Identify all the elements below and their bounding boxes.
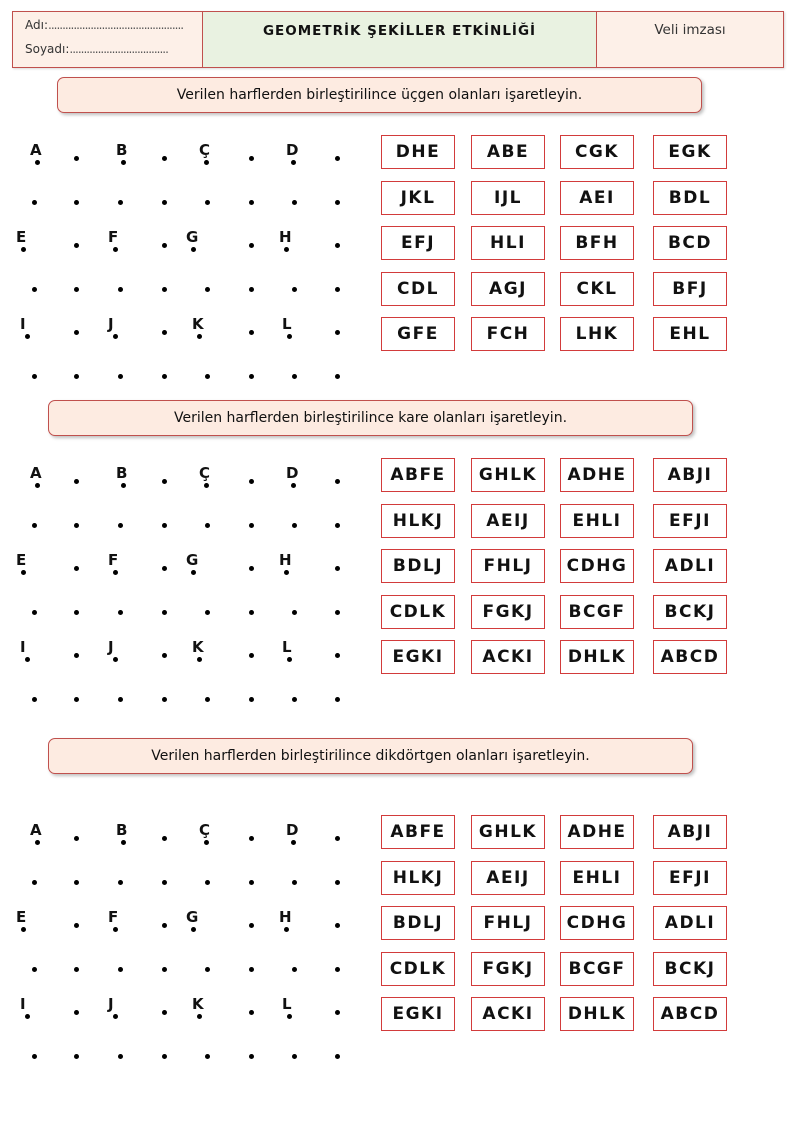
grid-dot bbox=[74, 697, 79, 702]
answer-option-box[interactable]: EHLI bbox=[560, 504, 634, 538]
grid-point-label: J bbox=[108, 995, 114, 1013]
grid-dot bbox=[335, 1010, 340, 1015]
grid-point-label: H bbox=[279, 908, 292, 926]
answer-option-box[interactable]: GHLK bbox=[471, 458, 545, 492]
grid-dot bbox=[74, 1010, 79, 1015]
grid-dot bbox=[162, 200, 167, 205]
answer-option-box[interactable]: ABFE bbox=[381, 458, 455, 492]
answer-option-box[interactable]: BFH bbox=[560, 226, 634, 260]
grid-dot bbox=[249, 1054, 254, 1059]
grid-dot bbox=[191, 570, 196, 575]
grid-point-label: A bbox=[30, 821, 42, 839]
instruction-text: Verilen harflerden birleştirilince üçgen olanları işaretleyin. bbox=[176, 87, 583, 103]
grid-dot bbox=[74, 923, 79, 928]
answer-option-box[interactable]: EHL bbox=[653, 317, 727, 351]
grid-point-label: D bbox=[286, 821, 299, 839]
grid-point-label: B bbox=[116, 141, 128, 159]
grid-dot bbox=[74, 479, 79, 484]
grid-dot bbox=[292, 287, 297, 292]
answer-option-box[interactable]: EGK bbox=[653, 135, 727, 169]
answer-option-box[interactable]: EFJ bbox=[381, 226, 455, 260]
grid-dot bbox=[21, 570, 26, 575]
answer-option-box[interactable]: AGJ bbox=[471, 272, 545, 306]
grid-dot bbox=[284, 570, 289, 575]
grid-dot bbox=[162, 653, 167, 658]
grid-dot bbox=[204, 840, 209, 845]
surname-line[interactable] bbox=[25, 42, 168, 56]
grid-dot bbox=[291, 483, 296, 488]
grid-dot bbox=[292, 967, 297, 972]
answer-option-box[interactable]: ABJI bbox=[653, 458, 727, 492]
grid-dot bbox=[113, 570, 118, 575]
grid-dot bbox=[249, 610, 254, 615]
grid-point-label: E bbox=[16, 908, 27, 926]
answer-option-box[interactable]: EFJI bbox=[653, 504, 727, 538]
grid-dot bbox=[335, 653, 340, 658]
answer-option-box[interactable]: BCGF bbox=[560, 952, 634, 986]
grid-point-label: Ç bbox=[199, 821, 211, 839]
grid-dot bbox=[113, 247, 118, 252]
answer-option-box[interactable]: ABE bbox=[471, 135, 545, 169]
grid-dot bbox=[74, 1054, 79, 1059]
grid-dot bbox=[335, 880, 340, 885]
grid-dot bbox=[335, 610, 340, 615]
answer-option-box[interactable]: FGKJ bbox=[471, 952, 545, 986]
answer-option-box[interactable]: FCH bbox=[471, 317, 545, 351]
grid-dot bbox=[335, 1054, 340, 1059]
grid-point-label: A bbox=[30, 141, 42, 159]
grid-dot bbox=[162, 697, 167, 702]
grid-dot bbox=[205, 610, 210, 615]
worksheet-header bbox=[12, 11, 784, 68]
grid-dot bbox=[205, 697, 210, 702]
grid-point-label: G bbox=[186, 908, 199, 926]
grid-dot bbox=[292, 200, 297, 205]
grid-dot bbox=[118, 374, 123, 379]
answer-option-box[interactable]: ABCD bbox=[653, 997, 727, 1031]
grid-point-label: Ç bbox=[199, 141, 211, 159]
grid-dot bbox=[335, 967, 340, 972]
title-cell bbox=[203, 12, 597, 67]
grid-point-label: Ç bbox=[199, 464, 211, 482]
grid-dot bbox=[118, 287, 123, 292]
parent-signature-label: Veli imzası bbox=[654, 22, 726, 38]
grid-dot bbox=[335, 566, 340, 571]
grid-dot bbox=[74, 243, 79, 248]
grid-point-label: K bbox=[192, 315, 204, 333]
grid-dot bbox=[335, 479, 340, 484]
grid-dot bbox=[249, 880, 254, 885]
grid-dot bbox=[205, 200, 210, 205]
grid-dot bbox=[287, 1014, 292, 1019]
grid-dot bbox=[32, 697, 37, 702]
grid-dot bbox=[335, 156, 340, 161]
instruction-text: Verilen harflerden birleştirilince dikdörtgen olanları işaretleyin. bbox=[151, 748, 590, 764]
grid-dot bbox=[249, 836, 254, 841]
answer-option-box[interactable]: IJL bbox=[471, 181, 545, 215]
answer-option-box[interactable]: HLKJ bbox=[381, 861, 455, 895]
answer-option-box[interactable]: HLKJ bbox=[381, 504, 455, 538]
grid-point-label: H bbox=[279, 551, 292, 569]
grid-dot bbox=[32, 967, 37, 972]
grid-dot bbox=[162, 566, 167, 571]
grid-dot bbox=[118, 610, 123, 615]
grid-point-label: G bbox=[186, 228, 199, 246]
answer-option-box[interactable]: ADHE bbox=[560, 458, 634, 492]
grid-dot bbox=[118, 523, 123, 528]
grid-point-label: E bbox=[16, 228, 27, 246]
grid-dot bbox=[25, 657, 30, 662]
grid-dot bbox=[291, 840, 296, 845]
grid-dot bbox=[335, 287, 340, 292]
grid-point-label: F bbox=[108, 551, 119, 569]
grid-dot bbox=[335, 330, 340, 335]
grid-dot bbox=[249, 374, 254, 379]
grid-dot bbox=[292, 374, 297, 379]
answer-option-box[interactable]: ADLI bbox=[653, 549, 727, 583]
grid-dot bbox=[204, 160, 209, 165]
answer-option-box[interactable]: FHLJ bbox=[471, 906, 545, 940]
grid-point-label: H bbox=[279, 228, 292, 246]
grid-dot bbox=[162, 287, 167, 292]
grid-dot bbox=[74, 523, 79, 528]
grid-dot bbox=[205, 523, 210, 528]
answer-option-box[interactable]: CDLK bbox=[381, 595, 455, 629]
grid-point-label: D bbox=[286, 141, 299, 159]
grid-dot bbox=[292, 697, 297, 702]
grid-dot bbox=[205, 880, 210, 885]
answer-option-box[interactable]: ADLI bbox=[653, 906, 727, 940]
grid-dot bbox=[74, 880, 79, 885]
grid-dot bbox=[162, 374, 167, 379]
answer-option-box[interactable]: BCGF bbox=[560, 595, 634, 629]
grid-dot bbox=[197, 1014, 202, 1019]
grid-dot bbox=[335, 243, 340, 248]
grid-dot bbox=[74, 200, 79, 205]
grid-dot bbox=[35, 840, 40, 845]
grid-dot bbox=[284, 927, 289, 932]
grid-dot bbox=[74, 610, 79, 615]
answer-option-box[interactable]: EGKI bbox=[381, 997, 455, 1031]
grid-dot bbox=[121, 483, 126, 488]
answer-option-box[interactable]: EHLI bbox=[560, 861, 634, 895]
grid-point-label: B bbox=[116, 821, 128, 839]
answer-option-box[interactable]: GHLK bbox=[471, 815, 545, 849]
grid-point-label: K bbox=[192, 638, 204, 656]
grid-dot bbox=[162, 330, 167, 335]
answer-option-box[interactable]: ADHE bbox=[560, 815, 634, 849]
grid-dot bbox=[162, 243, 167, 248]
grid-dot bbox=[197, 657, 202, 662]
grid-point-label: B bbox=[116, 464, 128, 482]
grid-dot bbox=[249, 287, 254, 292]
grid-point-label: J bbox=[108, 638, 114, 656]
grid-dot bbox=[162, 1010, 167, 1015]
grid-dot bbox=[35, 160, 40, 165]
answer-option-box[interactable]: ABJI bbox=[653, 815, 727, 849]
grid-dot bbox=[205, 374, 210, 379]
grid-dot bbox=[335, 523, 340, 528]
grid-point-label: L bbox=[282, 638, 292, 656]
answer-option-box[interactable]: BCKJ bbox=[653, 952, 727, 986]
answer-option-box[interactable]: DHLK bbox=[560, 997, 634, 1031]
answer-option-box[interactable]: AEIJ bbox=[471, 504, 545, 538]
answer-option-box[interactable]: DHE bbox=[381, 135, 455, 169]
grid-point-label: D bbox=[286, 464, 299, 482]
grid-dot bbox=[249, 330, 254, 335]
instruction-banner-triangle bbox=[57, 77, 702, 113]
grid-dot bbox=[162, 610, 167, 615]
answer-option-box[interactable]: CDL bbox=[381, 272, 455, 306]
grid-dot bbox=[74, 653, 79, 658]
instruction-text: Verilen harflerden birleştirilince kare olanları işaretleyin. bbox=[173, 410, 568, 426]
grid-dot bbox=[197, 334, 202, 339]
grid-dot bbox=[249, 156, 254, 161]
answer-option-box[interactable]: BDL bbox=[653, 181, 727, 215]
grid-dot bbox=[118, 967, 123, 972]
grid-dot bbox=[335, 200, 340, 205]
grid-dot bbox=[162, 967, 167, 972]
grid-dot bbox=[32, 200, 37, 205]
answer-option-box[interactable]: EFJI bbox=[653, 861, 727, 895]
name-dots: ................................................ bbox=[48, 18, 184, 32]
grid-dot bbox=[74, 836, 79, 841]
grid-dot bbox=[162, 156, 167, 161]
surname-dots: ................................... bbox=[69, 42, 168, 56]
grid-dot bbox=[249, 923, 254, 928]
grid-dot bbox=[287, 334, 292, 339]
grid-dot bbox=[292, 880, 297, 885]
grid-dot bbox=[284, 247, 289, 252]
grid-dot bbox=[335, 923, 340, 928]
grid-dot bbox=[74, 287, 79, 292]
grid-point-label: L bbox=[282, 315, 292, 333]
answer-option-box[interactable]: AEI bbox=[560, 181, 634, 215]
name-label: Adı: bbox=[25, 18, 48, 32]
answer-option-box[interactable]: BDLJ bbox=[381, 906, 455, 940]
grid-dot bbox=[162, 523, 167, 528]
surname-label: Soyadı: bbox=[25, 42, 70, 56]
answer-option-box[interactable]: FGKJ bbox=[471, 595, 545, 629]
answer-option-box[interactable]: HLI bbox=[471, 226, 545, 260]
grid-dot bbox=[204, 483, 209, 488]
grid-dot bbox=[292, 610, 297, 615]
grid-dot bbox=[292, 523, 297, 528]
grid-point-label: I bbox=[20, 995, 26, 1013]
student-info-cell bbox=[13, 12, 203, 67]
grid-dot bbox=[287, 657, 292, 662]
grid-dot bbox=[113, 657, 118, 662]
grid-dot bbox=[191, 247, 196, 252]
grid-dot bbox=[35, 483, 40, 488]
grid-dot bbox=[74, 566, 79, 571]
answer-option-box[interactable]: FHLJ bbox=[471, 549, 545, 583]
grid-dot bbox=[205, 287, 210, 292]
grid-dot bbox=[249, 479, 254, 484]
grid-dot bbox=[191, 927, 196, 932]
answer-option-box[interactable]: DHLK bbox=[560, 640, 634, 674]
grid-dot bbox=[249, 967, 254, 972]
instruction-banner-rectangle bbox=[48, 738, 693, 774]
answer-option-box[interactable]: CDLK bbox=[381, 952, 455, 986]
answer-option-box[interactable]: JKL bbox=[381, 181, 455, 215]
grid-point-label: L bbox=[282, 995, 292, 1013]
grid-dot bbox=[162, 1054, 167, 1059]
answer-option-box[interactable]: ACKI bbox=[471, 640, 545, 674]
grid-dot bbox=[118, 880, 123, 885]
grid-dot bbox=[32, 610, 37, 615]
grid-point-label: K bbox=[192, 995, 204, 1013]
answer-option-box[interactable]: LHK bbox=[560, 317, 634, 351]
grid-dot bbox=[249, 697, 254, 702]
grid-dot bbox=[118, 1054, 123, 1059]
grid-dot bbox=[121, 840, 126, 845]
grid-dot bbox=[162, 836, 167, 841]
grid-point-label: J bbox=[108, 315, 114, 333]
grid-dot bbox=[162, 880, 167, 885]
grid-dot bbox=[118, 200, 123, 205]
answer-option-box[interactable]: CGK bbox=[560, 135, 634, 169]
grid-dot bbox=[74, 967, 79, 972]
answer-option-box[interactable]: EGKI bbox=[381, 640, 455, 674]
answer-option-box[interactable]: ABFE bbox=[381, 815, 455, 849]
answer-option-box[interactable]: AEIJ bbox=[471, 861, 545, 895]
answer-option-box[interactable]: CDHG bbox=[560, 549, 634, 583]
grid-point-label: F bbox=[108, 228, 119, 246]
grid-dot bbox=[21, 927, 26, 932]
grid-dot bbox=[74, 330, 79, 335]
grid-dot bbox=[21, 247, 26, 252]
grid-point-label: G bbox=[186, 551, 199, 569]
answer-option-box[interactable]: BFJ bbox=[653, 272, 727, 306]
grid-dot bbox=[249, 653, 254, 658]
answer-option-box[interactable]: BCKJ bbox=[653, 595, 727, 629]
grid-dot bbox=[335, 374, 340, 379]
grid-dot bbox=[291, 160, 296, 165]
grid-dot bbox=[335, 697, 340, 702]
answer-option-box[interactable]: BDLJ bbox=[381, 549, 455, 583]
answer-option-box[interactable]: CDHG bbox=[560, 906, 634, 940]
signature-cell[interactable] bbox=[597, 12, 783, 67]
grid-dot bbox=[249, 1010, 254, 1015]
grid-dot bbox=[32, 523, 37, 528]
grid-dot bbox=[292, 1054, 297, 1059]
grid-point-label: A bbox=[30, 464, 42, 482]
grid-dot bbox=[249, 566, 254, 571]
grid-dot bbox=[32, 880, 37, 885]
page-title: GEOMETRİK ŞEKİLLER ETKİNLİĞİ bbox=[262, 23, 537, 39]
answer-option-box[interactable]: BCD bbox=[653, 226, 727, 260]
grid-dot bbox=[32, 287, 37, 292]
answer-option-box[interactable]: ACKI bbox=[471, 997, 545, 1031]
grid-dot bbox=[74, 374, 79, 379]
grid-dot bbox=[32, 1054, 37, 1059]
grid-dot bbox=[162, 479, 167, 484]
grid-dot bbox=[249, 523, 254, 528]
answer-option-box[interactable]: CKL bbox=[560, 272, 634, 306]
grid-dot bbox=[162, 923, 167, 928]
grid-dot bbox=[74, 156, 79, 161]
grid-dot bbox=[113, 927, 118, 932]
grid-dot bbox=[113, 334, 118, 339]
grid-dot bbox=[25, 334, 30, 339]
grid-dot bbox=[249, 243, 254, 248]
grid-dot bbox=[205, 1054, 210, 1059]
grid-point-label: E bbox=[16, 551, 27, 569]
grid-point-label: F bbox=[108, 908, 119, 926]
grid-dot bbox=[205, 967, 210, 972]
grid-dot bbox=[25, 1014, 30, 1019]
answer-option-box[interactable]: GFE bbox=[381, 317, 455, 351]
answer-option-box[interactable]: ABCD bbox=[653, 640, 727, 674]
grid-point-label: I bbox=[20, 638, 26, 656]
instruction-banner-square bbox=[48, 400, 693, 436]
grid-dot bbox=[118, 697, 123, 702]
grid-dot bbox=[249, 200, 254, 205]
grid-dot bbox=[113, 1014, 118, 1019]
grid-point-label: I bbox=[20, 315, 26, 333]
grid-dot bbox=[335, 836, 340, 841]
name-line[interactable] bbox=[25, 18, 183, 32]
grid-dot bbox=[121, 160, 126, 165]
grid-dot bbox=[32, 374, 37, 379]
